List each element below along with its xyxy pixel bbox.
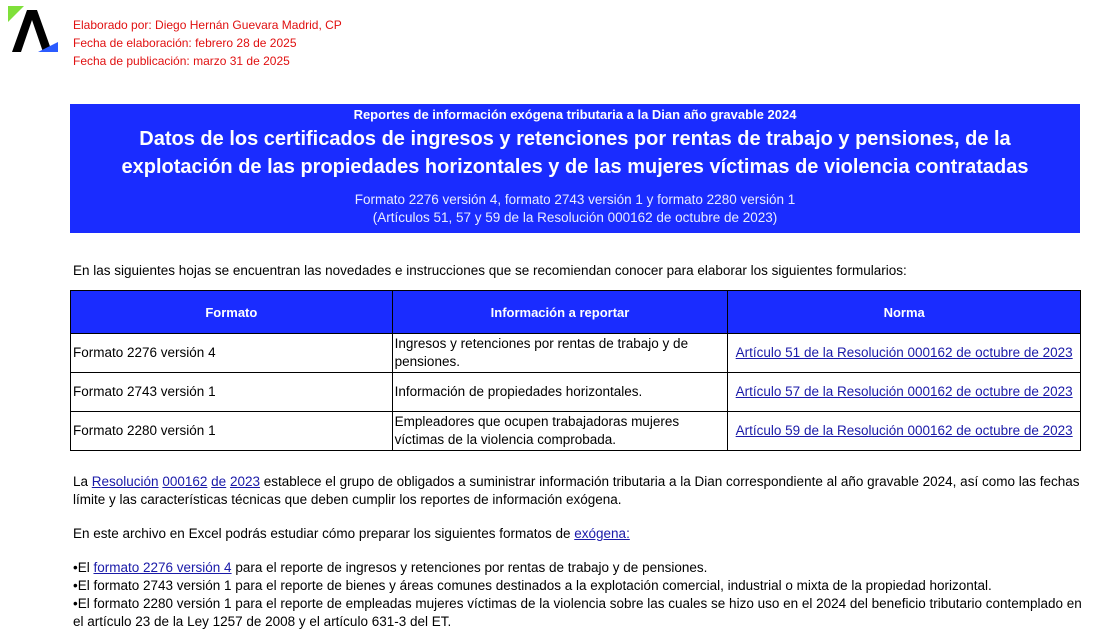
- banner-title: [70, 125, 1080, 181]
- banner-formats-line: Formato 2276 versión 4, formato 2743 versión 1 y formato 2280 versión 1: [354, 192, 796, 207]
- info-cell: Empleadores que ocupen trabajadoras mujeres víctimas de la violencia comprobada.: [392, 412, 728, 451]
- table-row: [71, 373, 1081, 412]
- resolution-link[interactable]: Resolución: [91, 474, 159, 489]
- banner-subtitle: Reportes de información exógena tributaria a la Dian año gravable 2024: [353, 107, 797, 122]
- formato-cell: Formato 2280 versión 1: [71, 412, 393, 451]
- formato-cell: Formato 2276 versión 4: [71, 334, 393, 373]
- info-cell: Ingresos y retenciones por rentas de trabajo y de pensiones.: [392, 334, 728, 373]
- excel-paragraph: [73, 525, 1083, 543]
- norma-cell: [728, 373, 1081, 412]
- bullet-2276-post: para el reporte de ingresos y retenciones por rentas de trabajo y de pensiones.: [231, 560, 708, 575]
- bullet-2743: •El formato 2743 versión 1 para el reporte de bienes y áreas comunes destinados a la explotación comercial, industrial o mixta de la propiedad horizontal.: [73, 578, 992, 593]
- bullet-2280: •El formato 2280 versión 1 para el reporte de empleadas mujeres víctimas de la violencia sobre las cuales se hizo uso en el 2024 del beneficio tributario contemplado en el artículo 23 de la Ley 1257 de 2008 y el artículo 631-3 del ET.: [73, 596, 1082, 629]
- header-formato: Formato: [71, 291, 393, 334]
- intro-text: En las siguientes hojas se encuentran las novedades e instrucciones que se recomiendan conocer para elaborar los siguientes formularios:: [73, 263, 907, 278]
- table-row: [71, 412, 1081, 451]
- banner-title-line-1: Datos de los certificados de ingresos y retenciones por rentas de trabajo y pensiones, de la: [139, 128, 1011, 150]
- norma-link-art57[interactable]: Artículo 57 de la Resolución 000162 de octubre de 2023: [735, 384, 1073, 399]
- bullet-2276-pre: •El: [73, 560, 94, 575]
- formats-table: [70, 290, 1081, 451]
- title-banner: [70, 104, 1080, 233]
- exogena-link[interactable]: exógena:: [574, 526, 630, 541]
- banner-formats: [70, 191, 1080, 227]
- bullet-2276: [73, 559, 1083, 577]
- formats-bullets: [73, 559, 1083, 631]
- table-header-row: [71, 291, 1081, 334]
- table-row: [71, 334, 1081, 373]
- norma-cell: [728, 412, 1081, 451]
- banner-title-line-2: explotación de las propiedades horizontales y de las mujeres víctimas de violencia contratadas: [121, 156, 1029, 178]
- author-line: Elaborado por: Diego Hernán Guevara Madrid, CP: [73, 18, 342, 32]
- para2-pre: En este archivo en Excel podrás estudiar cómo preparar los siguientes formatos de: [73, 526, 575, 541]
- resolution-year-link[interactable]: 2023: [229, 474, 261, 489]
- resolution-paragraph: [73, 473, 1083, 509]
- published-date: Fecha de publicación: marzo 31 de 2025: [73, 54, 290, 68]
- actualicese-logo-icon: [8, 6, 64, 60]
- created-date: Fecha de elaboración: febrero 28 de 2025: [73, 36, 297, 50]
- document-metadata: [73, 16, 342, 70]
- formato-cell: Formato 2743 versión 1: [71, 373, 393, 412]
- para1-pre: La: [73, 474, 92, 489]
- resolution-de-link[interactable]: de: [211, 474, 227, 489]
- formato-2276-link[interactable]: formato 2276 versión 4: [93, 560, 232, 575]
- norma-link-art59[interactable]: Artículo 59 de la Resolución 000162 de octubre de 2023: [735, 423, 1073, 438]
- header-informacion: Información a reportar: [392, 291, 728, 334]
- banner-articles-line: (Artículos 51, 57 y 59 de la Resolución 000162 de octubre de 2023): [372, 210, 778, 225]
- resolution-number-link[interactable]: 000162: [162, 474, 208, 489]
- norma-link-art51[interactable]: Artículo 51 de la Resolución 000162 de octubre de 2023: [735, 345, 1073, 360]
- info-cell: Información de propiedades horizontales.: [392, 373, 728, 412]
- norma-cell: [728, 334, 1081, 373]
- header-norma: Norma: [728, 291, 1081, 334]
- para1-post: establece el grupo de obligados a suministrar información tributaria a la Dian correspondiente al año gravable 2024, así como las fechas límite y las características técnicas que deben cumplir los reportes de información exógena.: [73, 474, 1080, 507]
